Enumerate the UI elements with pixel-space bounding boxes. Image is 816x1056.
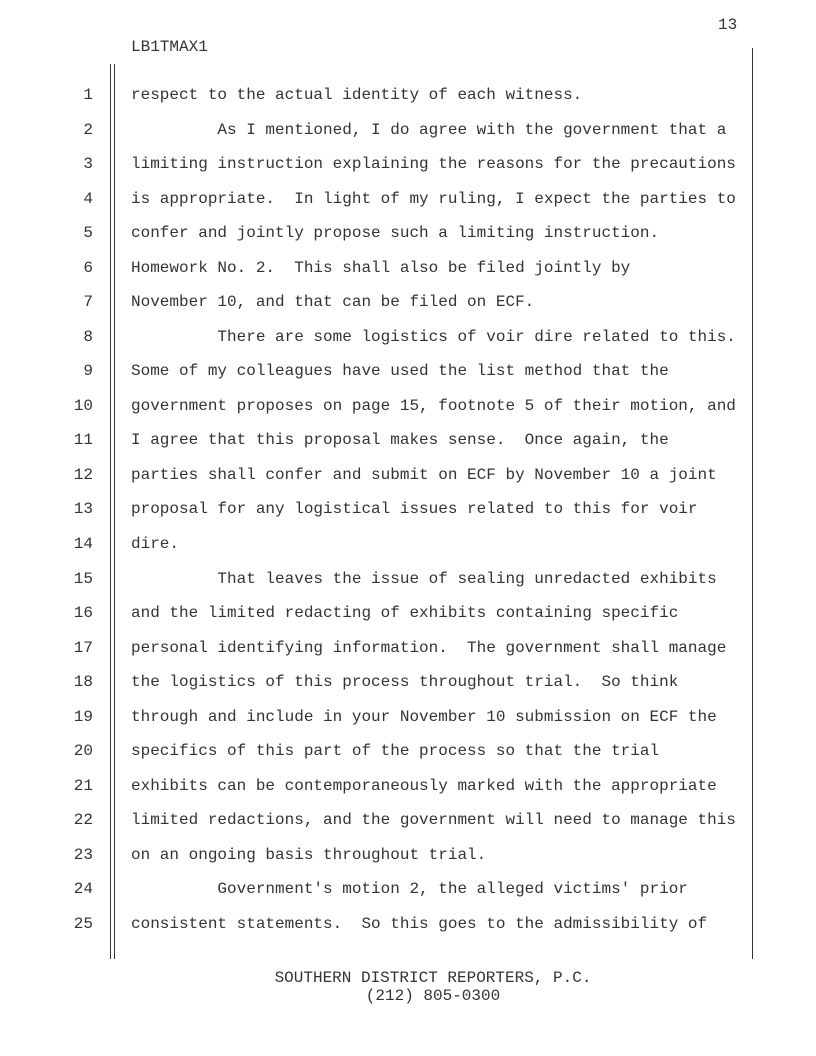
footer-phone: (212) 805-0300 bbox=[365, 987, 501, 1005]
line-number: 2 bbox=[83, 120, 93, 139]
line-number: 17 bbox=[73, 638, 93, 657]
transcript-line: government proposes on page 15, footnote 5 of their motion, and bbox=[131, 396, 736, 415]
left-margin-rule-inner bbox=[114, 64, 115, 959]
right-margin-rule bbox=[752, 48, 753, 959]
line-number: 6 bbox=[83, 258, 93, 277]
line-number: 13 bbox=[73, 500, 93, 519]
line-number: 5 bbox=[83, 224, 93, 243]
transcript-line: exhibits can be contemporaneously marked with the appropriate bbox=[131, 776, 717, 795]
transcript-line: and the limited redacting of exhibits containing specific bbox=[131, 604, 679, 623]
transcript-line: That leaves the issue of sealing unredacted exhibits bbox=[131, 569, 717, 588]
transcript-line: There are some logistics of voir dire related to this. bbox=[131, 327, 736, 346]
header-code: LB1TMAX1 bbox=[131, 38, 208, 56]
transcript-line: limiting instruction explaining the reasons for the precautions bbox=[131, 155, 736, 174]
transcript-line: through and include in your November 10 submission on ECF the bbox=[131, 707, 717, 726]
transcript-line: is appropriate. In light of my ruling, I expect the parties to bbox=[131, 189, 736, 208]
line-number: 23 bbox=[73, 845, 93, 864]
transcript-line: respect to the actual identity of each witness. bbox=[131, 86, 583, 104]
line-number: 8 bbox=[83, 327, 93, 346]
line-number: 16 bbox=[73, 604, 93, 623]
line-number: 12 bbox=[73, 465, 93, 484]
footer-reporter: SOUTHERN DISTRICT REPORTERS, P.C. bbox=[274, 969, 592, 987]
transcript-line: As I mentioned, I do agree with the government that a bbox=[131, 120, 727, 139]
line-number: 14 bbox=[73, 535, 93, 554]
line-number: 1 bbox=[83, 86, 93, 104]
line-number: 10 bbox=[73, 396, 93, 415]
transcript-line: Government's motion 2, the alleged victims' prior bbox=[131, 880, 688, 899]
transcript-line: consistent statements. So this goes to the admissibility of bbox=[131, 914, 708, 933]
transcript-line: Homework No. 2. This shall also be filed jointly by bbox=[131, 258, 631, 277]
transcript-line: November 10, and that can be filed on ECF. bbox=[131, 293, 535, 312]
line-number: 22 bbox=[73, 811, 93, 830]
line-number: 20 bbox=[73, 742, 93, 761]
transcript-line: Some of my colleagues have used the list method that the bbox=[131, 362, 669, 381]
transcript-line: personal identifying information. The government shall manage bbox=[131, 638, 727, 657]
line-number: 15 bbox=[73, 569, 93, 588]
transcript-line: the logistics of this process throughout trial. So think bbox=[131, 673, 679, 692]
transcript-line: confer and jointly propose such a limiting instruction. bbox=[131, 224, 660, 243]
transcript-line: limited redactions, and the government will need to manage this bbox=[131, 811, 736, 830]
page-number: 13 bbox=[718, 16, 738, 34]
line-number: 24 bbox=[73, 880, 93, 899]
transcript-line: specifics of this part of the process so that the trial bbox=[131, 742, 660, 761]
line-number: 18 bbox=[73, 673, 93, 692]
transcript-line: dire. bbox=[131, 535, 180, 554]
line-number: 19 bbox=[73, 707, 93, 726]
line-number: 7 bbox=[83, 293, 93, 312]
line-number: 25 bbox=[73, 914, 93, 933]
line-number: 3 bbox=[83, 155, 93, 174]
line-number: 4 bbox=[83, 189, 93, 208]
transcript-line: proposal for any logistical issues related to this for voir bbox=[131, 500, 698, 519]
transcript-line: I agree that this proposal makes sense. Once again, the bbox=[131, 431, 669, 450]
left-margin-rule-outer bbox=[110, 64, 111, 959]
line-number: 11 bbox=[73, 431, 93, 450]
line-number: 21 bbox=[73, 776, 93, 795]
transcript-line: on an ongoing basis throughout trial. bbox=[131, 845, 487, 864]
transcript-line: parties shall confer and submit on ECF by November 10 a joint bbox=[131, 465, 717, 484]
line-number: 9 bbox=[83, 362, 93, 381]
